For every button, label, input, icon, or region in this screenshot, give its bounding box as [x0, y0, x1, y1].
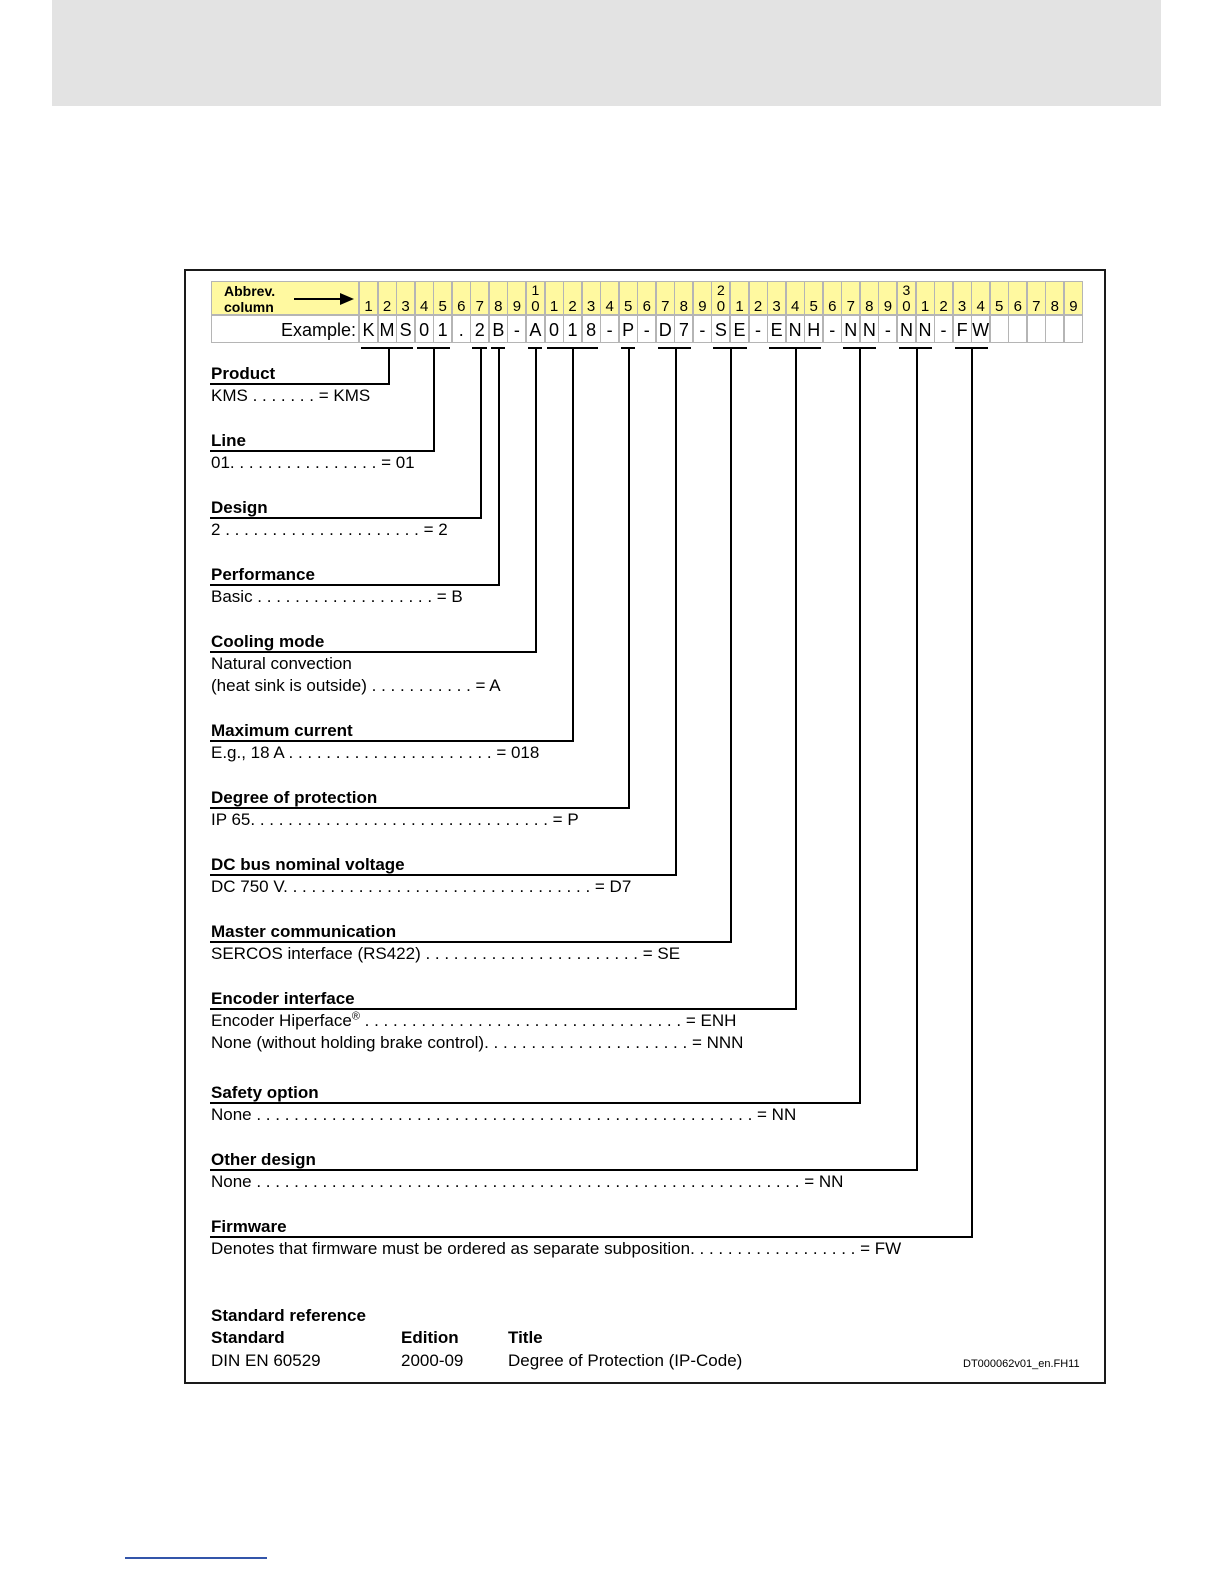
option-dot-leader: . . . . . . . . . . . . . . . . . . . . . . — [484, 1033, 692, 1052]
column-number-cell — [378, 281, 397, 315]
column-ones-digit: 6 — [828, 298, 837, 315]
column-number-cell — [841, 281, 860, 315]
column-number-cell — [749, 281, 768, 315]
column-number-cell — [433, 281, 452, 315]
example-char-cell — [1045, 315, 1064, 343]
section-connector-line — [971, 347, 973, 1238]
section-connector-line — [535, 347, 537, 653]
option-row — [211, 520, 448, 540]
column-tens-digit: 2 — [717, 282, 725, 298]
option-dot-leader: . . . . . . . . . . . — [366, 676, 476, 695]
section-title-rule — [210, 941, 732, 943]
section-connector-line — [498, 347, 500, 586]
example-char-cell: - — [934, 315, 953, 343]
option-code: = B — [436, 587, 463, 606]
example-char-cell: E — [767, 315, 786, 343]
column-ones-digit: 1 — [364, 298, 373, 315]
page-header-band — [52, 0, 1161, 106]
example-char-cell: S — [711, 315, 730, 343]
option-row — [211, 1011, 736, 1031]
title-value: Degree of Protection (IP-Code) — [508, 1351, 743, 1370]
column-number-cell — [489, 281, 508, 315]
title-column-header: Title — [508, 1328, 543, 1347]
column-number-cell — [878, 281, 897, 315]
column-number-cell — [470, 281, 489, 315]
column-number-cell — [990, 281, 1009, 315]
column-ones-digit: 1 — [549, 298, 559, 315]
section-title-rule — [210, 874, 677, 876]
column-ones-digit: 6 — [457, 298, 466, 315]
example-char-cell: B — [489, 315, 508, 343]
column-ones-digit: 9 — [512, 298, 522, 315]
option-row — [211, 654, 352, 674]
section-title-rule — [210, 807, 630, 809]
option-code: = D7 — [594, 877, 632, 896]
column-ones-digit: 0 — [531, 298, 540, 315]
example-char-cell: P — [619, 315, 638, 343]
example-char-cell: N — [916, 315, 935, 343]
option-row — [211, 1239, 901, 1259]
column-number-cell — [934, 281, 953, 315]
section-title-rule — [210, 1102, 861, 1104]
column-ones-digit: 7 — [475, 298, 484, 315]
column-number-cell — [637, 281, 656, 315]
column-ones-digit: 4 — [976, 298, 985, 315]
column-number-cell — [656, 281, 675, 315]
column-number-cell — [582, 281, 601, 315]
column-ones-digit: 3 — [957, 298, 967, 315]
column-number-cell — [674, 281, 693, 315]
column-ones-digit: 2 — [753, 298, 763, 315]
example-char-cell: 8 — [582, 315, 601, 343]
column-number-cell — [396, 281, 415, 315]
column-ones-digit: 9 — [883, 298, 893, 315]
section-connector-line — [916, 347, 918, 1171]
column-number-cell — [1045, 281, 1064, 315]
footer-link-underline — [125, 1557, 267, 1559]
column-tens-digit: 3 — [902, 282, 911, 298]
option-label: Basic — [211, 587, 253, 606]
option-label: None — [211, 1105, 252, 1124]
section-title-rule — [210, 1169, 918, 1171]
option-dot-leader: . . . . . . . . . . . . . . . . . . . . . . . . . . . . . . . . . . — [359, 1011, 686, 1030]
option-dot-leader: . . . . . . . . . . . . . . . . . . . . . . . — [420, 944, 643, 963]
column-ones-digit: 0 — [716, 298, 726, 315]
column-ones-digit: 8 — [494, 298, 503, 315]
section-title-rule — [210, 1236, 973, 1238]
example-char-cell: N — [786, 315, 805, 343]
example-char-cell: D — [656, 315, 675, 343]
example-char-cell — [1008, 315, 1027, 343]
section-title: Maximum current — [211, 721, 353, 740]
section-title-rule — [210, 651, 537, 653]
column-number-cell — [860, 281, 879, 315]
example-char-cell: F — [953, 315, 972, 343]
option-code: = FW — [860, 1239, 902, 1258]
option-code: = P — [552, 810, 579, 829]
column-ones-digit: 8 — [1050, 298, 1060, 315]
option-code: = KMS — [318, 386, 371, 405]
example-char-cell: - — [507, 315, 526, 343]
column-ones-digit: 4 — [605, 298, 614, 315]
column-ones-digit: 1 — [735, 298, 744, 315]
example-char-cell: - — [823, 315, 842, 343]
column-ones-digit: 7 — [846, 298, 855, 315]
example-char-cell: A — [526, 315, 545, 343]
document-id: DT000062v01_en.FH11 — [963, 1358, 1080, 1370]
option-label: KMS — [211, 386, 248, 405]
option-label: Denotes that firmware must be ordered as separate subposition — [211, 1239, 691, 1258]
standard-value: DIN EN 60529 — [211, 1351, 321, 1370]
field-underline — [361, 347, 413, 349]
option-label: Encoder Hiperface — [211, 1011, 352, 1030]
section-connector-line — [730, 347, 732, 943]
column-ones-digit: 2 — [382, 298, 392, 315]
section-title-rule — [210, 584, 500, 586]
example-char-cell: W — [971, 315, 990, 343]
section-title: Design — [211, 498, 268, 517]
example-char-cell: K — [359, 315, 378, 343]
option-code: = 018 — [496, 743, 540, 762]
column-ones-digit: 9 — [698, 298, 707, 315]
option-label: Natural convection — [211, 654, 352, 673]
section-connector-line — [572, 347, 574, 742]
column-number-cell — [693, 281, 712, 315]
example-char-cell — [990, 315, 1009, 343]
section-title: DC bus nominal voltage — [211, 855, 405, 874]
example-char-cell: 2 — [470, 315, 489, 343]
column-number-cell — [1008, 281, 1027, 315]
column-ones-digit: 6 — [642, 298, 651, 315]
column-number-cell — [452, 281, 471, 315]
column-ones-digit: 7 — [661, 298, 670, 315]
section-connector-line — [795, 347, 797, 1010]
option-dot-leader: . . . . . . . . . . . . . . . . . . . . . . . . . . . . . . . . . . . . . . . . . . . . . . . . . . . . . . . . . . — [251, 1172, 805, 1191]
example-char-cell: - — [749, 315, 768, 343]
column-number-cell — [767, 281, 786, 315]
section-title: Safety option — [211, 1083, 319, 1102]
section-title: Encoder interface — [211, 989, 355, 1008]
column-number-cell — [563, 281, 582, 315]
section-connector-line — [628, 347, 630, 809]
example-char-cell: E — [730, 315, 749, 343]
column-ones-digit: 8 — [679, 298, 689, 315]
example-char-cell: 0 — [545, 315, 564, 343]
column-number-cell — [953, 281, 972, 315]
section-title-rule — [210, 383, 390, 385]
option-row — [211, 386, 370, 406]
section-connector-line — [480, 347, 482, 519]
section-title: Degree of protection — [211, 788, 378, 807]
option-label: 01 — [211, 453, 230, 472]
option-code: = NN — [757, 1105, 797, 1124]
option-label: DC 750 V — [211, 877, 284, 896]
example-char-cell: - — [878, 315, 897, 343]
option-label: 2 — [211, 520, 221, 539]
option-label: None — [211, 1172, 252, 1191]
option-dot-leader: . . . . . . . . . . . . . . . . . . . . . . . . . . . . . . . . . — [283, 877, 595, 896]
column-number-cell — [1064, 281, 1083, 315]
example-char-cell: . — [452, 315, 471, 343]
arrow-head-icon — [340, 293, 354, 305]
column-ones-digit: 4 — [790, 298, 800, 315]
section-title-rule — [210, 740, 574, 742]
example-char-cell — [1064, 315, 1083, 343]
example-char-cell: 1 — [563, 315, 582, 343]
option-label: (heat sink is outside) — [211, 676, 367, 695]
edition-value: 2000-09 — [401, 1351, 464, 1370]
example-char-cell: S — [396, 315, 415, 343]
column-number-cell — [415, 281, 434, 315]
example-char-cell: 7 — [674, 315, 693, 343]
arrow-right-icon — [294, 298, 342, 300]
column-ones-digit: 3 — [586, 298, 596, 315]
section-connector-line — [859, 347, 861, 1104]
section-title: Product — [211, 364, 276, 383]
option-row — [211, 676, 501, 696]
example-char-cell: 0 — [415, 315, 434, 343]
option-dot-leader: . . . . . . . . . . . . . . . . . . . . . . . . . . . . . . . . — [250, 810, 553, 829]
example-char-cell: N — [860, 315, 879, 343]
abbrev-column-header — [211, 281, 359, 315]
option-code: = 2 — [423, 520, 448, 539]
column-number-cell — [971, 281, 990, 315]
column-number-cell — [1027, 281, 1046, 315]
option-row — [211, 1172, 843, 1192]
section-title: Performance — [211, 565, 315, 584]
section-title: Cooling mode — [211, 632, 325, 651]
column-number-cell — [600, 281, 619, 315]
option-row — [211, 587, 463, 607]
option-row — [211, 1033, 743, 1053]
section-title: Other design — [211, 1150, 316, 1169]
option-code: = NNN — [691, 1033, 744, 1052]
option-dot-leader: . . . . . . . . . . . . . . . . . . . . . — [220, 520, 424, 539]
option-row — [211, 453, 415, 473]
column-ones-digit: 2 — [939, 298, 948, 315]
column-number-cell — [507, 281, 526, 315]
column-ones-digit: 9 — [1069, 298, 1078, 315]
column-ones-digit: 5 — [624, 298, 633, 315]
column-ones-digit: 5 — [438, 298, 447, 315]
section-connector-line — [675, 347, 677, 876]
column-number-cell — [916, 281, 935, 315]
example-char-cell: 1 — [433, 315, 452, 343]
section-connector-line — [433, 347, 435, 452]
column-ones-digit: 5 — [995, 298, 1004, 315]
column-tens-digit: 1 — [531, 282, 540, 298]
standard-reference-heading: Standard reference — [211, 1306, 366, 1325]
option-dot-leader: . . . . . . . . . . . . . . . . . . . . . . — [283, 743, 497, 762]
example-char-cell: N — [841, 315, 860, 343]
column-number-cell — [619, 281, 638, 315]
option-row — [211, 944, 680, 964]
column-number-cell — [804, 281, 823, 315]
column-label: column — [224, 299, 274, 315]
option-dot-leader: . . . . . . . . . . . . . . . . . . . . . . . . . . . . . . . . . . . . . . . . . . . . . . . . . . . . . — [251, 1105, 758, 1124]
option-label: SERCOS interface (RS422) — [211, 944, 421, 963]
option-label: IP 65 — [211, 810, 251, 829]
example-char-cell: - — [600, 315, 619, 343]
registered-mark: ® — [351, 1010, 360, 1023]
option-code: = NN — [804, 1172, 844, 1191]
option-dot-leader: . . . . . . . . . . . . . . . . . . — [690, 1239, 861, 1258]
option-dot-leader: . . . . . . . . . . . . . . . . . . . — [252, 587, 437, 606]
example-char-cell: N — [897, 315, 916, 343]
section-title-rule — [210, 517, 482, 519]
option-code: = A — [475, 676, 501, 695]
example-char-cell: M — [378, 315, 397, 343]
column-ones-digit: 4 — [419, 298, 429, 315]
option-dot-leader: . . . . . . . . . . . . . . . . — [229, 453, 382, 472]
column-ones-digit: 8 — [865, 298, 874, 315]
column-number-cell — [711, 281, 730, 315]
column-ones-digit: 7 — [1032, 298, 1041, 315]
option-row — [211, 877, 631, 897]
column-ones-digit: 1 — [920, 298, 930, 315]
option-row — [211, 1105, 796, 1125]
option-dot-leader: . . . . . . . — [247, 386, 319, 405]
column-number-cell — [545, 281, 564, 315]
option-row — [211, 743, 539, 763]
example-char-cell: H — [804, 315, 823, 343]
column-number-cell — [897, 281, 916, 315]
option-code: = 01 — [381, 453, 415, 472]
standard-column-header: Standard — [211, 1328, 285, 1347]
section-title: Firmware — [211, 1217, 287, 1236]
edition-column-header: Edition — [401, 1328, 459, 1347]
column-number-cell — [526, 281, 545, 315]
option-code: = SE — [642, 944, 681, 963]
example-label: Example: — [211, 315, 359, 343]
section-title-rule — [210, 1008, 797, 1010]
section-title: Line — [211, 431, 246, 450]
column-number-cell — [359, 281, 378, 315]
column-ones-digit: 3 — [772, 298, 781, 315]
column-ones-digit: 0 — [902, 298, 911, 315]
column-ones-digit: 5 — [809, 298, 818, 315]
section-connector-line — [388, 347, 390, 385]
section-title-rule — [210, 450, 435, 452]
column-ones-digit: 3 — [401, 298, 410, 315]
option-label: E.g., 18 A — [211, 743, 284, 762]
column-ones-digit: 6 — [1013, 298, 1022, 315]
example-char-cell: - — [693, 315, 712, 343]
example-char-cell: - — [637, 315, 656, 343]
example-char-cell — [1027, 315, 1046, 343]
abbrev-label: Abbrev. — [224, 283, 276, 299]
column-ones-digit: 2 — [568, 298, 577, 315]
column-number-cell — [786, 281, 805, 315]
option-code: = ENH — [685, 1011, 737, 1030]
column-number-cell — [823, 281, 842, 315]
option-label: None (without holding brake control) — [211, 1033, 485, 1052]
section-title: Master communication — [211, 922, 397, 941]
column-number-cell — [730, 281, 749, 315]
option-row — [211, 810, 579, 830]
